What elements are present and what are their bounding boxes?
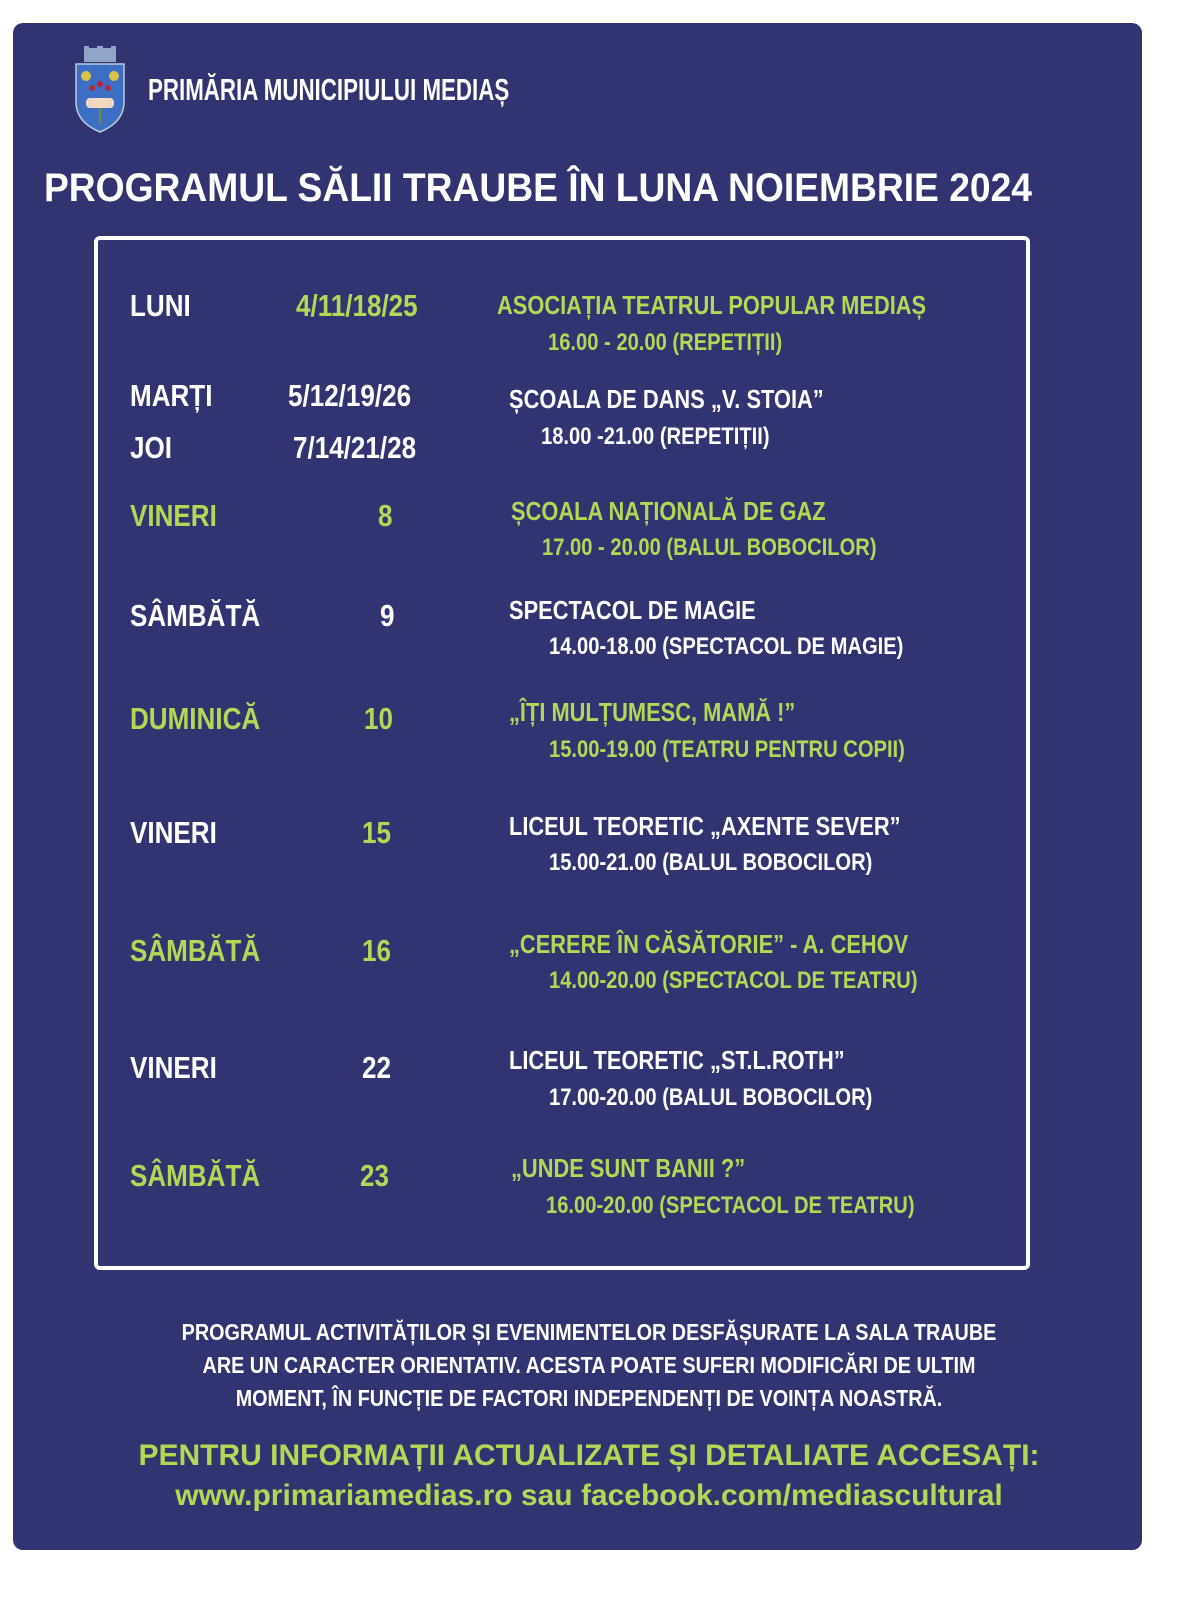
day-label: VINERI [130,815,217,850]
disclaimer-line: PROGRAMUL ACTIVITĂȚILOR ȘI EVENIMENTELOR DESFĂȘURATE LA SALA TRAUBE [181,1319,997,1345]
disclaimer-line: ARE UN CARACTER ORIENTATIV. ACESTA POATE SUFERI MODIFICĂRI DE ULTIM [202,1352,976,1378]
event-title: „ÎȚI MULȚUMESC, MAMĂ !” [509,697,796,727]
day-label: LUNI [130,288,191,323]
dates-label: 23 [360,1158,389,1193]
day-label: VINERI [130,498,217,533]
day-label: SÂMBĂTĂ [130,1158,261,1193]
event-time: 15.00-21.00 (BALUL BOBOCILOR) [549,849,873,876]
event-time: 17.00-20.00 (BALUL BOBOCILOR) [549,1084,873,1111]
dates-label: 8 [378,498,393,533]
event-title: ȘCOALA NAȚIONALĂ DE GAZ [511,496,826,526]
disclaimer-note [0,1316,1178,1415]
event-time: 15.00-19.00 (TEATRU PENTRU COPII) [549,736,905,763]
dates-label: 10 [364,701,393,736]
dates-label: 16 [362,933,391,968]
event-title: ȘCOALA DE DANS „V. STOIA” [509,384,824,414]
day-label: VINERI [130,1050,217,1085]
dates-label: 9 [380,598,395,633]
disclaimer-line: MOMENT, ÎN FUNCȚIE DE FACTORI INDEPENDENȚI DE VOINȚA NOASTRĂ. [235,1385,943,1411]
links-line[interactable]: www.primariamedias.ro sau facebook.com/mediascultural [175,1479,1003,1512]
day-label: JOI [130,430,172,465]
event-time: 17.00 - 20.00 (BALUL BOBOCILOR) [542,534,877,561]
event-title: LICEUL TEORETIC „AXENTE SEVER” [509,811,901,841]
dates-label: 4/11/18/25 [296,288,418,323]
event-time: 14.00-20.00 (SPECTACOL DE TEATRU) [549,967,918,994]
event-title: SPECTACOL DE MAGIE [509,595,756,625]
event-title: „UNDE SUNT BANII ?” [511,1153,746,1183]
event-title: LICEUL TEORETIC „ST.L.ROTH” [509,1045,845,1075]
event-time: 16.00-20.00 (SPECTACOL DE TEATRU) [546,1192,915,1219]
page-title: PROGRAMUL SĂLII TRAUBE ÎN LUNA NOIEMBRIE 2024 [44,166,1032,210]
day-label: DUMINICĂ [130,701,261,736]
day-label: SÂMBĂTĂ [130,933,261,968]
organization-name: PRIMĂRIA MUNICIPIULUI MEDIAȘ [148,72,510,107]
dates-label: 7/14/21/28 [293,430,417,465]
event-time: 16.00 - 20.00 (REPETIȚII) [548,329,783,356]
event-title: ASOCIAȚIA TEATRUL POPULAR MEDIAȘ [497,290,927,320]
day-label: SÂMBĂTĂ [130,598,261,633]
coat-of-arms-logo [74,46,126,134]
event-title: „CERERE ÎN CĂSĂTORIE” - A. CEHOV [509,929,909,959]
event-time: 14.00-18.00 (SPECTACOL DE MAGIE) [549,633,904,660]
dates-label: 15 [362,815,391,850]
dates-label: 22 [362,1050,391,1085]
event-time: 18.00 -21.00 (REPETIȚII) [541,423,770,450]
dates-label: 5/12/19/26 [288,378,412,413]
info-line: PENTRU INFORMAȚII ACTUALIZATE ȘI DETALIATE ACCESAȚI: [138,1439,1040,1472]
day-label: MARȚI [130,378,213,413]
info-block [0,1436,1178,1516]
